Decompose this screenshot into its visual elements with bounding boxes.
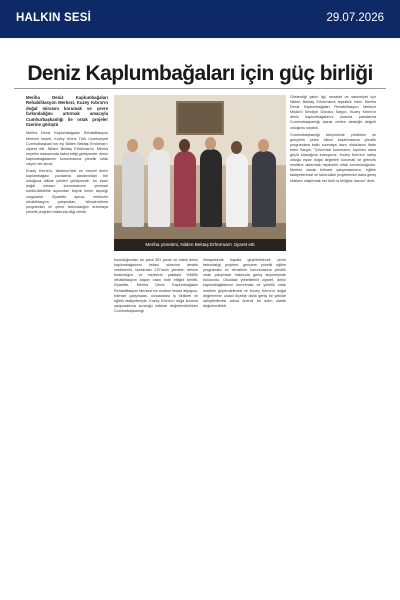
article-column-1	[26, 95, 108, 217]
header-bar	[0, 0, 400, 38]
paragraph: Kuzey Kıbrıs'ın, Akdeniz'deki en önemli deniz kaplumbağası yuvalama alanlarından biri olduğuna dikkat çekilen görüşmede, bu eşsiz doğal mirasın korunmasının çevresel sürdürülebilirlik açısından büyük önem taşıdığı vurgulandı. Ziyarette ayrıca, merkezin rehabilitasyon çalışmaları, bilinçlendirme programları ve çevre farkındalığını artırmaya yönelik projeleri hakkında bilgi verildi.	[26, 169, 108, 214]
paragraph: Cumhurbaşkanlığı bünyesinde yürütülen ve gençlerin çevre bilinci kazanmasına yönelik programlara katkı sunmaya hazır olduklarını ifade eden Sargın, "Çevremizi korumanın, toplumu daha güçlü kılacağına inanıyoruz. Kuzey Kıbrıs'ın sahip olduğu eşsiz doğal değerleri korumak ve gelecek nesillere aktarmak hepimizin ortak sorumluluğudur. Merkez olarak bilimsel çalışmalarımızı, eğitim faaliyetlerimizi ve farkındalık projelerimizi daha geniş kitlelere ulaştırmak her türlü iş birliğine hazırız" dedi.	[290, 132, 376, 183]
article-headline: Deniz Kaplumbağaları için güç birliği	[27, 62, 373, 85]
person	[226, 153, 248, 227]
article-column-2	[114, 258, 198, 316]
publication-name: HALKIN SESİ	[16, 12, 92, 24]
article-column-3	[203, 258, 286, 311]
person	[174, 151, 196, 227]
paragraph: Meriha Deniz Kaplumbağaları Rehabilitasyon Merkezi heyeti, Kuzey Kıbrıs Türk Cumhuriyeti Cumhurbaşkanı'nın eşi Nilden Bektaş Erhürman'ı ziyaret etti. Nilden Bektaş Erhürman'ın Meriha heyetini makamında kabul ettiği görüşmede, deniz kaplumbağalarının korunmasına yönelik ortak vizyon ele alındı.	[26, 131, 108, 166]
person	[122, 151, 144, 227]
person	[200, 149, 222, 227]
paragraph: Gösterdiği yakın ilgi, nezaket ve samimiyet için Nilden Bektaş Erhürman'a teşekkür eden Meriha Deniz Kaplumbağaları Rehabilitasyon Merkezi Müdürü Sevdiye Gündüz Sargın, Kuzey Kıbrıs'ın deniz kaplumbağalarını koruma çabalarına Cumhurbaşkanlığı olarak verilen desteğin değerli olduğunu söyledi.	[290, 95, 376, 130]
photo-caption: Meriha yönetimi, Nilden Bektaş Erhürman'ı ziyaret etti	[114, 239, 286, 251]
article-column-4	[290, 95, 376, 186]
headline-divider	[14, 88, 386, 89]
paragraph: himayesinde hayata geçirilebilecek çevre farkındalığı projeleri, gençlere yönelik eğitim programları ve denizlerin korunmasına yönelik ortak çalışmalar hakkında görüş alışverişinde bulunuldu. Okuldaki yönetilebilir ziyaret, deniz kaplumbağalarının korunması ve yönelik ortak modelin güçlendirilmesi ve Kuzey Kıbrıs'ın doğal değerlerinin ulusal ölçekte daha geniş bir şekilde sahiplenilmesi adına önemli bir adım olarak değerlendirildi.	[203, 258, 286, 308]
publication-date: 29.07.2026	[326, 12, 384, 24]
paragraph: kurulduğundan bu yana 351 yaralı ve hasta deniz kaplumbağasının tedavi sürecine destek verdiklerini, bunlardan 237'sinin yeniden denize bırakıldığını ve merkezin yaklaşık %68'lik rehabilitasyon başarı oranı elde ettiğini belirtti. Ziyarette, Meriha Deniz Kaplumbağaları Rehabilitasyon Merkezi'nin modern tedavi altyapısı, bilimsel çalışmaları, uluslararası iş birlikleri ve eğitim faaliyetleriyle, Kuzey Kıbrıs'ın doğa koruma çalışmalarına sunduğu katkılar değerlendirilirken Cumhurbaşkanlığı	[114, 258, 198, 313]
person	[148, 149, 170, 227]
article-photo	[114, 95, 286, 251]
person	[252, 151, 276, 227]
wall-painting	[176, 101, 224, 135]
article-lead: Meriha Deniz Kaplumbağaları Rehabilitasyon Merkezi, Kuzey Kıbrıs'ın doğal mirasını korumak ve çevre farkındalığını artırmak amacıyla Cumhurbaşkanlığı ile ortak projeler üzerine görüştü	[26, 95, 108, 128]
